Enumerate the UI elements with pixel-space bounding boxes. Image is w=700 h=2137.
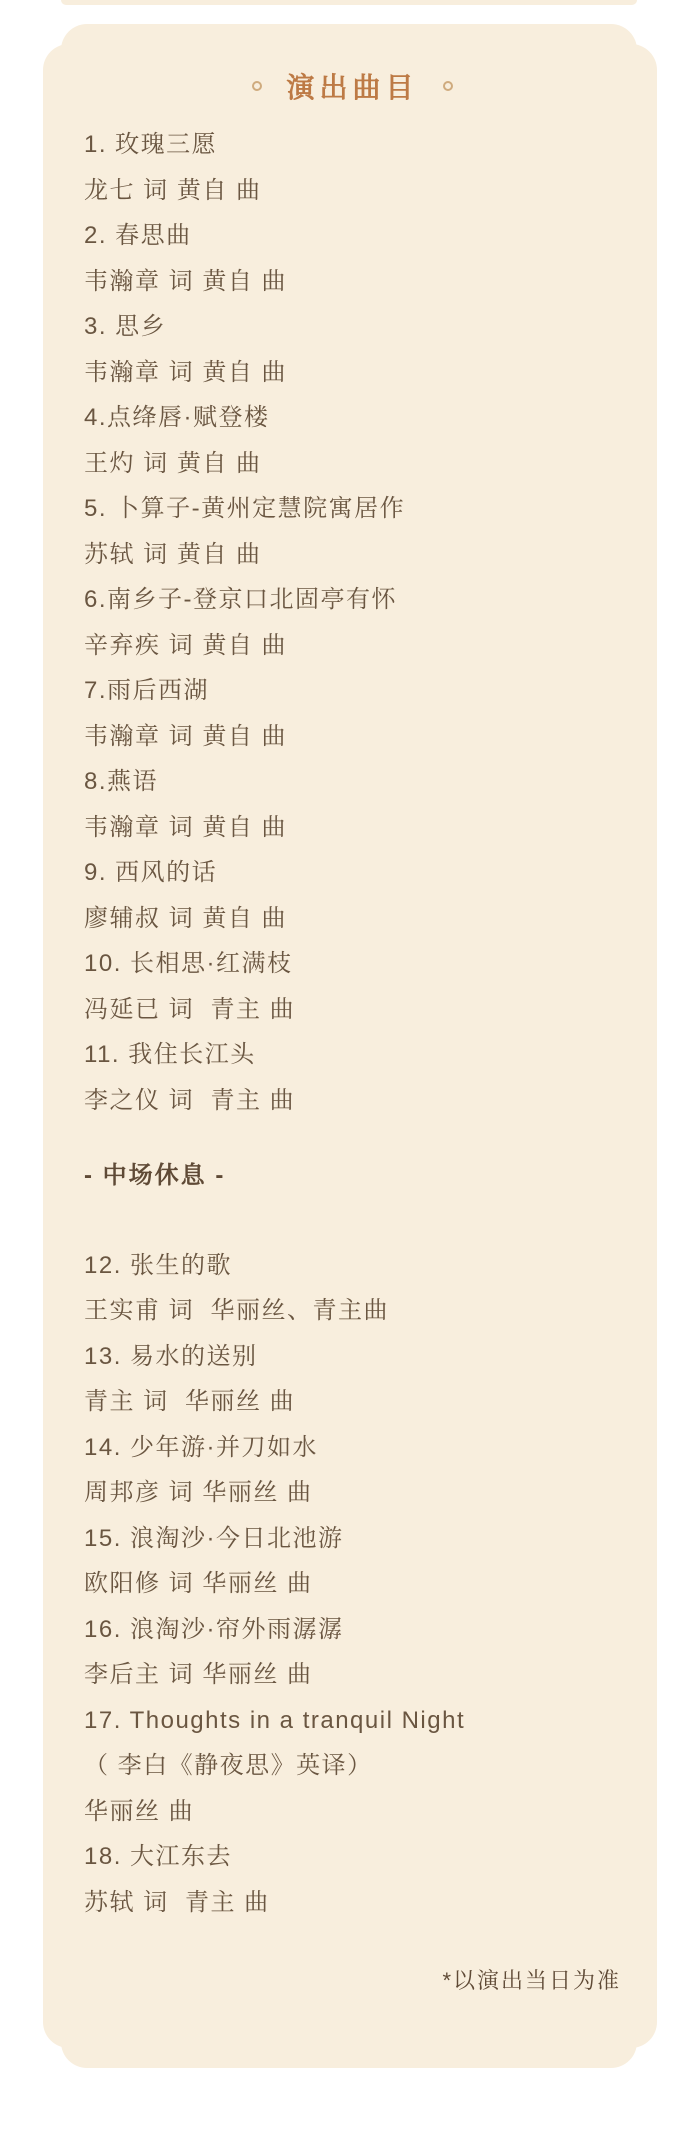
page-title: 演出曲目 [286, 72, 419, 103]
ring-icon [252, 81, 262, 91]
section-header [84, 64, 621, 108]
program-line: 12. 张生的歌 [84, 1251, 233, 1279]
program-content [43, 44, 657, 2003]
program-line: 韦瀚章 词 黄自 曲 [84, 358, 288, 386]
program-line: 5. 卜算子-黄州定慧院寓居作 [84, 495, 406, 522]
ring-icon [443, 81, 453, 91]
program-part1-list [84, 122, 621, 1123]
program-line: 3. 思乡 [84, 313, 167, 340]
program-line: 王灼 词 黄自 曲 [84, 449, 262, 477]
program-line: 韦瀚章 词 黄自 曲 [84, 722, 288, 750]
program-line: 9. 西风的话 [84, 859, 218, 886]
program-line: 10. 长相思·红满枝 [84, 950, 293, 977]
program-line: 李之仪 词 青主 曲 [84, 1086, 296, 1114]
program-line: 13. 易水的送别 [84, 1342, 258, 1370]
program-line: 17. Thoughts in a tranquil Night [84, 1706, 466, 1734]
program-line: 青主 词 华丽丝 曲 [84, 1388, 296, 1415]
program-line: 李后主 词 华丽丝 曲 [84, 1661, 313, 1688]
program-line: 廖辅叔 词 黄自 曲 [84, 904, 288, 932]
program-line: 7.雨后西湖 [84, 677, 210, 704]
program-line: 14. 少年游·并刀如水 [84, 1433, 319, 1461]
program-line: 韦瀚章 词 黄自 曲 [84, 267, 288, 295]
program-line: （ 李白《静夜思》英译） [84, 1752, 373, 1779]
program-line: 8.燕语 [84, 768, 159, 795]
program-line: 1. 玫瑰三愿 [84, 131, 218, 158]
program-line: 18. 大江东去 [84, 1843, 233, 1870]
program-line: 王实甫 词 华丽丝、青主曲 [84, 1297, 390, 1324]
previous-card-bottom-edge [61, 0, 637, 5]
program-line: 2. 春思曲 [84, 222, 192, 249]
program-part2-list [84, 1243, 621, 1926]
program-line: 周邦彦 词 华丽丝 曲 [84, 1479, 313, 1506]
program-line: 辛弃疾 词 黄自 曲 [84, 631, 288, 659]
program-line: 欧阳修 词 华丽丝 曲 [84, 1570, 313, 1597]
program-line: 15. 浪淘沙·今日北池游 [84, 1524, 344, 1552]
program-line: 华丽丝 曲 [84, 1797, 195, 1825]
program-line: 冯延已 词 青主 曲 [84, 995, 296, 1023]
program-line: 韦瀚章 词 黄自 曲 [84, 813, 288, 841]
program-line: 16. 浪淘沙·帘外雨潺潺 [84, 1615, 344, 1643]
program-line: 苏轼 词 青主 曲 [84, 1888, 270, 1916]
program-line: 6.南乡子-登京口北固亭有怀 [84, 586, 398, 613]
program-line: 4.点绛唇·赋登楼 [84, 404, 270, 431]
program-line: 龙七 词 黄自 曲 [84, 176, 262, 204]
program-line: 11. 我住长江头 [84, 1041, 256, 1068]
intermission-label: - 中场休息 - [84, 1162, 226, 1189]
program-line: 苏轼 词 黄自 曲 [84, 540, 262, 568]
footnote: *以演出当日为准 [442, 1968, 621, 1993]
